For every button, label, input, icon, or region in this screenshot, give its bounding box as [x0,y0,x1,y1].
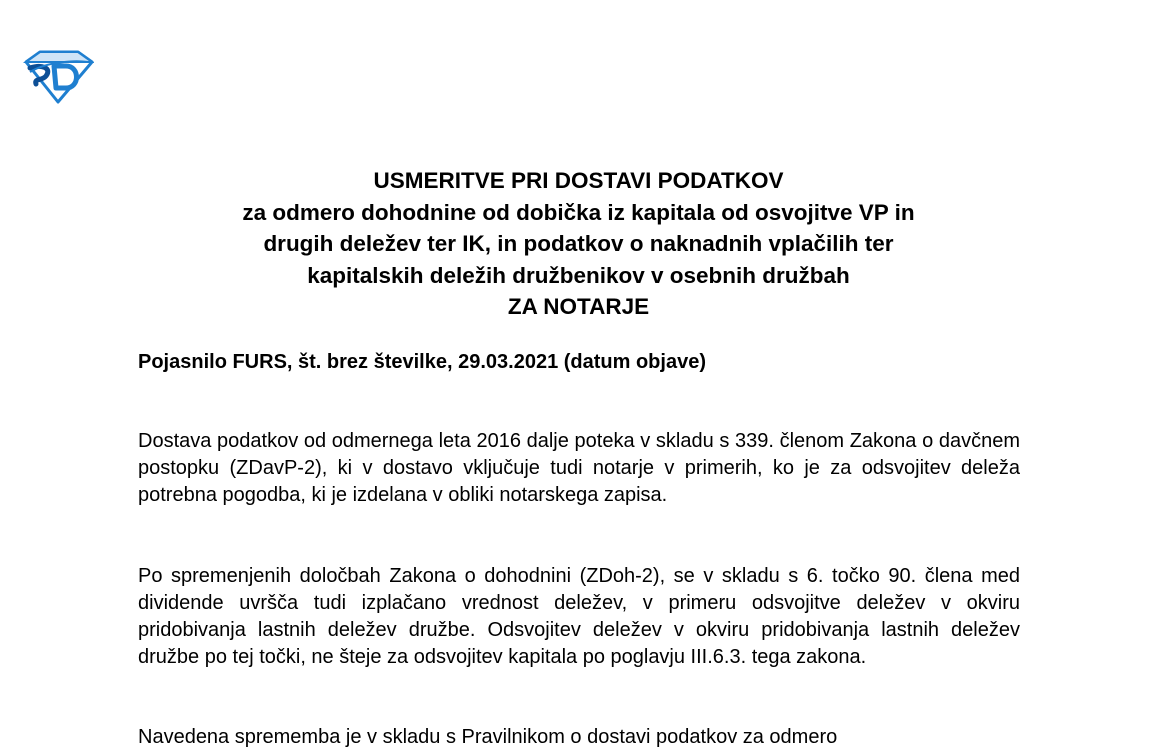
paragraph-3: Navedena sprememba je v skladu s Pravilnikom o dostavi podatkov za odmero [138,726,838,748]
paragraph-1: Dostava podatkov od odmernega leta 2016 dalje poteka v skladu s 339. členom Zakona o davčnem postopku (ZDavP-2), ki v dostavo vključuje tudi notarje v primerih, ko je za odsvojitev deleža potrebna pogodba, ki je izdelana v obliki notarskega zapisa. [138,430,1020,506]
title-line-5: ZA NOTARJE [507,294,650,319]
document-subtitle: Pojasnilo FURS, št. brez številke, 29.03.2021 (datum objave) [138,351,706,373]
document-title [0,165,1157,323]
paragraph-2: Po spremenjenih določbah Zakona o dohodnini (ZDoh-2), se v skladu s 6. točko 90. člena med dividende uvršča tudi izplačano vrednost deležev, v primeru odsvojitve deležev v okviru pridobivanja lastnih deležev družbe. Odsvojitev deležev v okviru pridobivanja lastnih deležev družbe po tej točki, ne šteje za odsvojitev kapitala po poglavju III.6.3. tega zakona. [138,565,1020,668]
title-line-3: drugih deležev ter IK, in podatkov o naknadnih vplačilih ter [263,231,894,256]
title-line-2: za odmero dohodnine od dobička iz kapitala od osvojitve VP in [242,199,915,225]
company-logo [22,48,94,104]
title-line-1: USMERITVE PRI DOSTAVI PODATKOV [373,168,784,193]
sd-logo-icon [22,48,94,104]
title-line-4: kapitalskih deležih družbenikov v osebnih družbah [307,262,850,288]
